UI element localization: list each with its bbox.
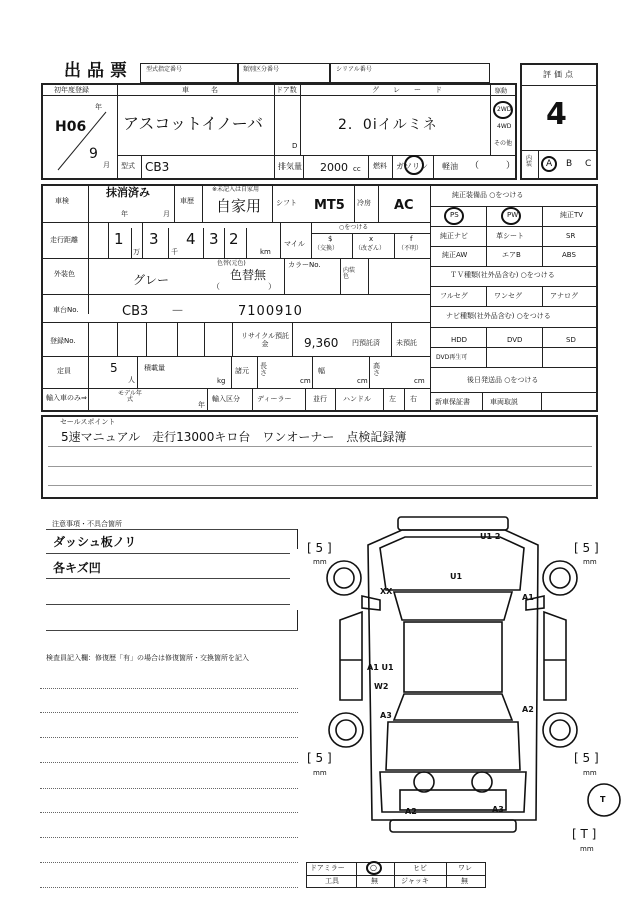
tread-fr: [ 5 ]	[574, 541, 599, 555]
equip-airbag: エアB	[502, 251, 521, 259]
capacity-label: 定員	[57, 367, 71, 375]
tread-fl-mm: mm	[313, 558, 327, 566]
dim-label: 諸元	[235, 367, 249, 375]
mark-a1-right: A1	[522, 593, 534, 602]
mileage-d3: 4	[186, 230, 196, 248]
capacity-unit: 人	[128, 376, 135, 384]
recycle-unpaid: 未預託	[396, 339, 417, 347]
import-handle: ハンドル	[343, 395, 371, 403]
chassis-dash: －	[171, 304, 185, 319]
repaint-paren-close: ）	[268, 282, 276, 291]
dvd-play: DVD再生可	[436, 354, 468, 361]
recycle-label: リサイクル預託金	[240, 332, 290, 349]
mileage-circle-note: ○をつける	[339, 224, 369, 231]
tools-label: 工具	[325, 877, 339, 885]
dim-height-cm: cm	[414, 377, 425, 385]
tools-value: 無	[371, 877, 378, 885]
ac-value: AC	[394, 198, 414, 213]
fuel-diesel: 軽油	[442, 162, 458, 171]
chassis-label: 車台No.	[53, 306, 79, 314]
repaint-paren-open: （	[212, 282, 220, 291]
model-value: CB3	[145, 160, 170, 174]
tv-oneseg: ワンセグ	[494, 292, 522, 300]
mark-a3-bottom: A3	[492, 805, 504, 814]
notes-line1: ダッシュ板ノリ	[53, 535, 137, 549]
inspection-year: 年	[121, 210, 128, 218]
inspection-value: 抹消済み	[106, 186, 150, 199]
sales-point-label: セールスポイント	[60, 418, 116, 426]
import-parallel: 並行	[313, 395, 327, 403]
color-no-label: カラーNo.	[288, 261, 321, 269]
equip-aw: 純正AW	[442, 251, 468, 259]
history-value: 自家用	[216, 197, 262, 215]
repaint-label: 色替(元色)	[217, 260, 246, 267]
fuel-paren-open: （	[470, 161, 480, 171]
mark-a1-u1: A1 U1	[367, 663, 394, 672]
notes-label: 注意事項・不具合箇所	[52, 520, 122, 528]
import-right: 右	[410, 395, 417, 403]
tread-spare-mm: mm	[580, 845, 594, 853]
ac-label: 冷房	[357, 199, 371, 207]
import-model-year: モデル年式	[118, 390, 142, 403]
import-class-label: 輸入区分	[212, 395, 240, 403]
drive-other: その他	[494, 140, 513, 147]
chassis-number: 7100910	[238, 304, 303, 319]
form-title: 出品票	[64, 61, 133, 81]
mark-a3-left: A3	[380, 711, 392, 720]
jack-value: 無	[461, 877, 468, 885]
broken-label: ワレ	[458, 864, 472, 872]
mark-a2-right: A2	[522, 705, 534, 714]
capacity-value: 5	[110, 361, 118, 375]
mileage-d2: 3	[149, 230, 159, 248]
equip-sr: SR	[566, 232, 576, 240]
tread-rl: [ 5 ]	[307, 751, 332, 765]
history-label: 車歴	[180, 197, 194, 205]
mark-w2: W2	[374, 682, 389, 691]
tread-fl: [ 5 ]	[307, 541, 332, 555]
score-label: 評価点	[543, 70, 576, 79]
sales-point-text: 5速マニュアル 走行13000キロ台 ワンオーナー 点検記録簿	[61, 430, 407, 444]
inspector-label: 検査員記入欄：修復歴「有」の場合は修復箇所・交換箇所を記入	[46, 654, 249, 662]
interior-label: 内装	[526, 155, 533, 168]
mileage-sen: 千	[171, 248, 178, 256]
mileage-mile: マイル	[284, 240, 305, 248]
class-label: 類別区分番号	[243, 66, 280, 73]
year-suffix: 年	[95, 103, 102, 111]
mark-xx: XX	[380, 587, 393, 596]
navi-dvd: DVD	[507, 336, 523, 344]
shift-value: MT5	[314, 198, 345, 213]
mirror-circle	[366, 861, 382, 875]
tread-spare: [ T ]	[572, 827, 597, 841]
doors-unit: D	[292, 142, 298, 150]
tv-fullseg: フルセグ	[440, 292, 468, 300]
interior-color-label: 内装色	[343, 267, 356, 280]
drive-label: 駆動	[495, 88, 508, 95]
import-label: 輸入車のみ⇒	[46, 394, 87, 402]
mirror-value: ○	[370, 863, 377, 872]
load-kg: kg	[217, 377, 226, 385]
chassis-prefix: CB3	[122, 304, 149, 319]
mileage-altered-sign: x	[369, 235, 374, 243]
doors-label: ドア数	[276, 86, 297, 94]
recycle-status: 円預託済	[352, 339, 380, 347]
tread-fr-mm: mm	[583, 558, 597, 566]
recycle-value: 9,360	[304, 336, 339, 350]
displacement-value: 2000	[320, 161, 348, 174]
history-note: ※未記入は自家用	[212, 186, 260, 193]
dim-width: 幅	[318, 367, 325, 375]
mileage-km: km	[260, 248, 271, 256]
score-value: 4	[546, 97, 567, 132]
equip-abs: ABS	[562, 251, 576, 259]
displacement-label: 排気量	[278, 162, 302, 171]
import-left: 左	[389, 395, 396, 403]
color-value: グレー	[133, 273, 170, 287]
inspection-month: 月	[163, 210, 170, 218]
jack-label: ジャッキ	[401, 877, 429, 885]
equip-label: 純正装備品 ○をつける	[452, 191, 524, 199]
fuel-gasoline: ガソリン	[396, 162, 428, 171]
equip-ps: PS	[450, 211, 459, 219]
model-label: 型式	[121, 162, 135, 170]
type-cert-label: 型式指定番号	[146, 66, 183, 73]
dim-width-cm: cm	[357, 377, 368, 385]
interior-grade-b: B	[566, 159, 573, 169]
mileage-d5: 2	[229, 230, 239, 248]
mirror-label: ドアミラー	[310, 864, 345, 872]
mileage-swap: （交換）	[314, 245, 339, 252]
navi-type-label: ナビ種類(社外品含む) ○をつける	[446, 312, 551, 320]
mark-a2-bottom: A2	[405, 807, 417, 816]
tread-rl-mm: mm	[313, 769, 327, 777]
crack-label: ヒビ	[413, 864, 427, 872]
dim-height: 高さ	[373, 362, 380, 377]
load-label: 積載量	[144, 364, 165, 372]
after-items-label: 後日発送品 ○をつける	[467, 376, 539, 384]
tv-analog: アナログ	[550, 292, 578, 300]
mileage-altered: （改ざん）	[355, 245, 386, 252]
after-warranty: 新車保証書	[435, 398, 470, 406]
interior-grade-c: C	[585, 159, 592, 169]
navi-hdd: HDD	[451, 336, 468, 344]
mileage-d4: 3	[209, 230, 219, 248]
drive-2wd: 2WD	[497, 106, 512, 113]
equip-navi: 純正ナビ	[440, 232, 468, 240]
notes-line2: 各キズ凹	[53, 561, 101, 575]
dim-length: 長さ	[260, 362, 267, 377]
month-suffix: 月	[103, 161, 110, 169]
drive-4wd: 4WD	[497, 123, 512, 130]
inspection-label: 車検	[55, 197, 69, 205]
import-dealer: ディーラー	[257, 395, 292, 403]
mileage-man: 万	[133, 248, 140, 256]
mileage-d1: 1	[114, 230, 124, 248]
mileage-unknown: （不明）	[398, 245, 423, 252]
equip-tv: 純正TV	[560, 211, 584, 219]
mark-u1-roof: U1	[450, 572, 463, 581]
after-manual: 車両取説	[490, 398, 518, 406]
mark-u1-2: U1 2	[480, 532, 501, 541]
tread-rr-mm: mm	[583, 769, 597, 777]
mark-spare-t: T	[600, 795, 606, 804]
first-reg-year: H06	[55, 119, 87, 135]
fuel-paren-close: ）	[506, 161, 516, 171]
car-name-label: 車名	[182, 86, 240, 94]
cc-unit: cc	[353, 165, 361, 173]
serial-label: シリアル番号	[336, 66, 372, 73]
reg-label: 登録No.	[50, 337, 76, 345]
first-reg-month: 9	[89, 146, 98, 162]
color-label: 外装色	[54, 270, 75, 278]
equip-leather: 革シート	[496, 232, 524, 240]
equip-pw: PW	[507, 211, 519, 219]
repaint-value: 色替無	[230, 268, 267, 282]
dim-length-cm: cm	[300, 377, 311, 385]
mileage-swap-sign: $	[328, 235, 333, 243]
mileage-unknown-sign: f	[410, 235, 413, 243]
interior-grade-a: A	[546, 159, 553, 169]
tv-type-label: ＴＶ種類(社外品含む) ○をつける	[450, 271, 555, 279]
import-year-suffix: 年	[198, 401, 205, 409]
grade-value: 2．0iイルミネ	[338, 117, 438, 133]
mileage-label: 走行距離	[50, 236, 78, 244]
grade-label: グレード	[372, 86, 456, 94]
navi-sd: SD	[566, 336, 576, 344]
tread-rr: [ 5 ]	[574, 751, 599, 765]
shift-label: シフト	[276, 199, 297, 207]
fuel-label: 燃料	[373, 162, 387, 170]
first-reg-label: 初年度登録	[54, 86, 89, 94]
car-name: アスコットイノーバ	[123, 114, 264, 133]
